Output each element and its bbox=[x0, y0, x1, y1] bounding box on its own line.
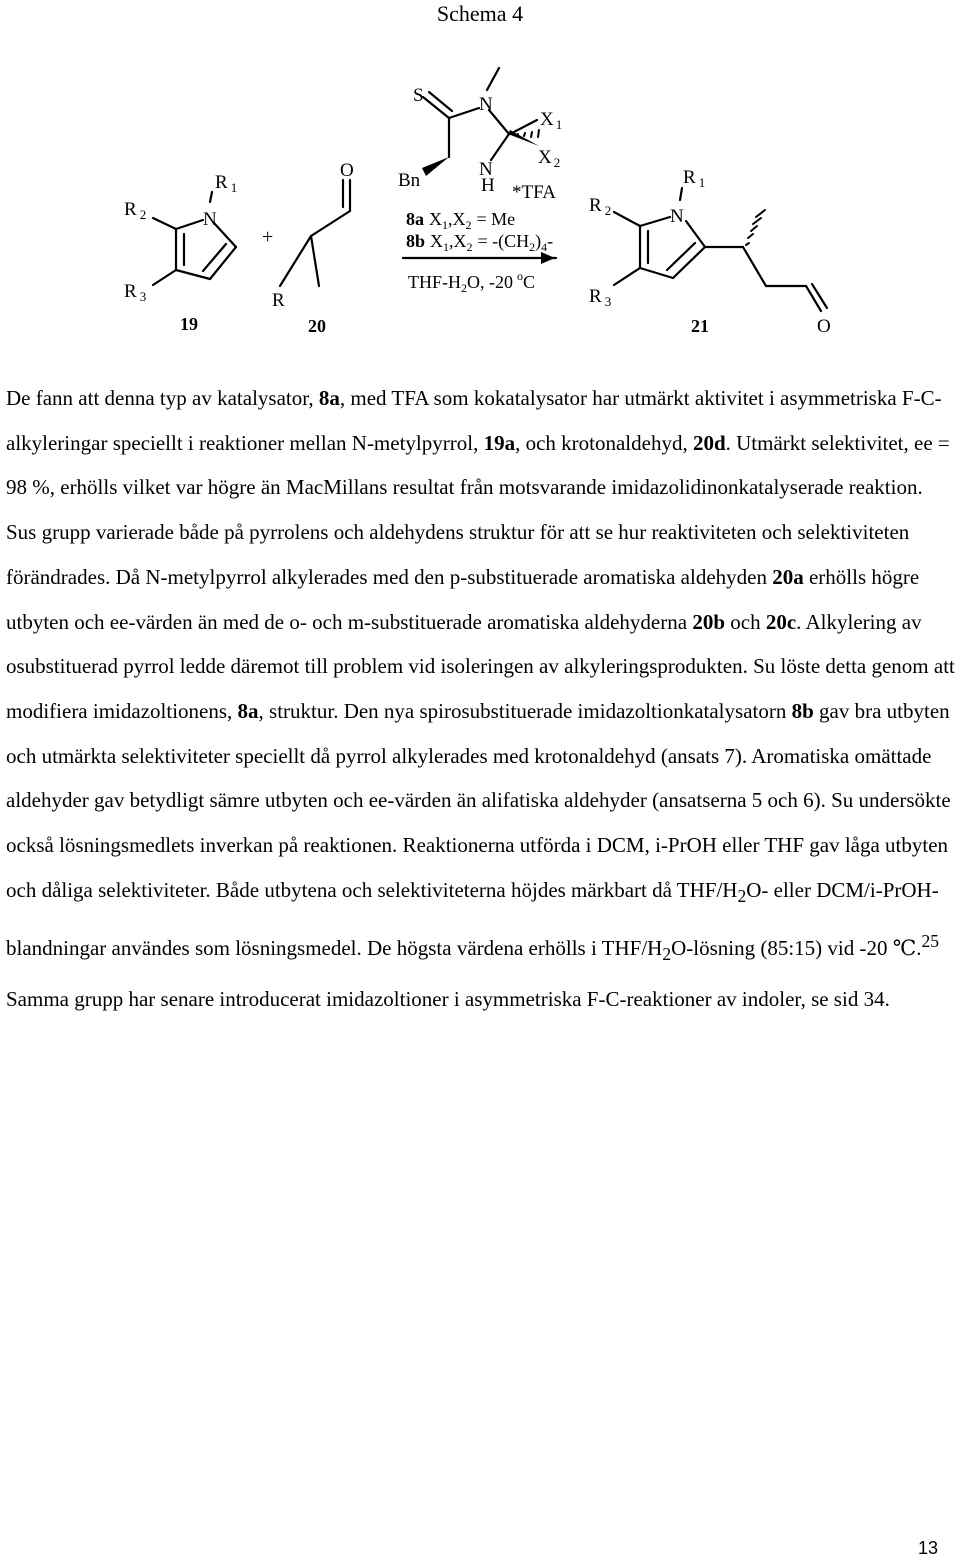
product-r1-label: R $_1$ bbox=[683, 167, 706, 190]
catalyst-x2-label: X $_2$ bbox=[538, 147, 561, 170]
aldehyde-o-label: O bbox=[340, 160, 354, 181]
page-title: Schema 4 bbox=[436, 1, 524, 26]
reference-number: 25 bbox=[921, 930, 939, 951]
compound-label-21: 21 bbox=[691, 316, 709, 336]
catalyst-n-bottom-label: N bbox=[479, 159, 493, 180]
catalyst-salt-label: *TFA bbox=[512, 182, 556, 203]
aldehyde-r-label: R bbox=[272, 290, 285, 311]
catalyst-x1-label: X $_1$ bbox=[540, 109, 563, 132]
body-paragraph: De fann att denna typ av katalysator, 8a, med TFA som kokatalysator har utmärkt aktivitet i asymmetriska F-C-alkyleringar speciellt i reaktioner mellan N-metylpyrrol, 19a, och krotonaldehyd, 20d. Utmärkt selektivitet, ee = 98 %, erhölls vilket var högre än MacMillans resultat från motsvarande imidazolidinonkatalyserade reaktion. Sus grupp varierade både på pyrrolens och aldehydens struktur för att se hur reaktiviteten och selektiviteten förändrades. Då N-metylpyrrol alkylerades med den p-substituerade aromatiska aldehyden 20a erhölls högre utbyten och ee-värden än med de o- och m-substituerade aromatiska aldehyderna 20b och 20c. Alkylering av osubstituerad pyrrol ledde däremot till problem vid isoleringen av alkyleringsprodukten. Su löste detta genom att modifiera imidazoltionens, 8a, struktur. Den nya spirosubstituerade imidazoltionkatalysatorn 8b gav bra utbyten och utmärkta selektiviteter speciellt då pyrrol alkylerades med krotonaldehyd (ansats 7). Aromatiska omättade aldehyder gav betydligt sämre utbyten och ee-värden än alifatiska aldehyder (ansatserna 5 och 6). Su undersökte också lösningsmedlets inverkan på reaktionen. Reaktionerna utförda i DCM, i-PrOH eller THF gav låga utbyten och dåliga selektiviteter. Både utbytena och selektiviteterna höjdes märkbart då THF/$H_2O-$ eller DCM/i-PrOH-blandningar användes som lösningsmedel. De högsta värdena erhölls i THF/$H_2O$-lösning (85:15) vid -20 ℃.$^{25}$ Samma grupp har senare introducerat imidazoltioner i asymmetriska F-C-reaktioner av indoler, se sid 34. bbox=[6, 386, 955, 1011]
pyrrole-n-label: N bbox=[203, 209, 217, 230]
compound-label-20: 20 bbox=[308, 316, 326, 336]
compound-label-19: 19 bbox=[180, 314, 198, 334]
catalyst-s-label: S bbox=[413, 85, 424, 106]
catalyst-h-label: H bbox=[481, 175, 495, 196]
pyrrole-r1-label: R $_1$ bbox=[215, 172, 238, 195]
variant-8a-definition: 8a $X_1,X_2 = Me$ bbox=[406, 209, 516, 232]
pyrrole-r3-label: R $_3$ bbox=[124, 281, 147, 304]
reaction-scheme bbox=[0, 50, 960, 350]
product-r2-label: R $_2$ bbox=[589, 195, 612, 218]
pyrrole-r2-label: R $_2$ bbox=[124, 199, 147, 222]
product-r3-label: R $_3$ bbox=[589, 286, 612, 309]
catalyst-bn-label: Bn bbox=[398, 170, 421, 191]
product-o-label: O bbox=[817, 316, 831, 337]
product-n-label: N bbox=[670, 206, 684, 227]
page-number: 13 bbox=[917, 1538, 938, 1558]
catalyst-n-top-label: N bbox=[479, 94, 493, 115]
plus-sign: + bbox=[262, 226, 274, 248]
reaction-conditions: THF-$H_2O$, -20 $^o$C bbox=[408, 269, 536, 295]
variant-8b-definition: 8b $X_1,X_2 = -(CH_2)_4-$ bbox=[406, 231, 554, 254]
